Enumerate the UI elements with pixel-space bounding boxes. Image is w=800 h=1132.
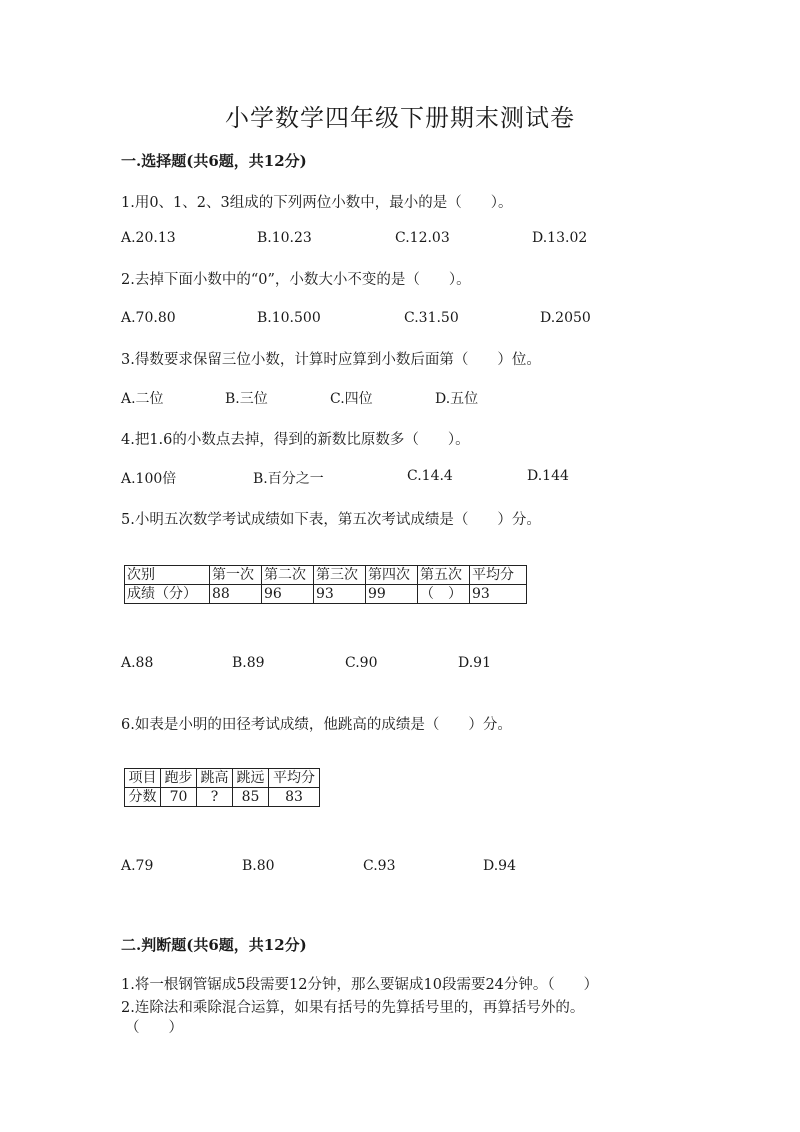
question-5-option-b[interactable]: B.89	[232, 655, 265, 671]
table-cell: 项目	[125, 769, 161, 788]
table-cell: （ ）	[418, 585, 470, 604]
table-cell: 第四次	[366, 566, 418, 585]
table-cell: 第三次	[314, 566, 366, 585]
table-cell: 平均分	[470, 566, 527, 585]
table-cell: 分数	[125, 788, 161, 807]
question-4-option-a[interactable]: A.100倍	[121, 471, 177, 487]
question-6-option-b[interactable]: B.80	[242, 858, 275, 874]
table-row	[125, 788, 320, 807]
table-cell: 99	[366, 585, 418, 604]
question-4-stem: 4.把1.6的小数点去掉，得到的新数比原数多（ ）。	[121, 432, 470, 448]
question-1-option-b[interactable]: B.10.23	[257, 230, 312, 246]
table-row	[125, 585, 527, 604]
question-4-option-d[interactable]: D.144	[527, 468, 569, 484]
question-5-stem: 5.小明五次数学考试成绩如下表，第五次考试成绩是（ ）分。	[121, 512, 541, 528]
judge-question-2: 2.连除法和乘除混合运算，如果有括号的先算括号里的，再算括号外的。	[121, 1000, 585, 1016]
table-cell: ?	[197, 788, 233, 807]
section-heading-judge: 二.判断题(共6题，共12分)	[121, 936, 307, 954]
question-6-option-c[interactable]: C.93	[363, 858, 396, 874]
table-header-row	[125, 566, 527, 585]
question-3-option-b[interactable]: B.三位	[225, 391, 268, 407]
question-2-option-b[interactable]: B.10.500	[257, 310, 321, 326]
question-1-option-c[interactable]: C.12.03	[395, 230, 450, 246]
question-6-stem: 6.如表是小明的田径考试成绩，他跳高的成绩是（ ）分。	[121, 717, 512, 733]
table-cell: 跳高	[197, 769, 233, 788]
section-heading-choice: 一.选择题(共6题，共12分)	[121, 152, 307, 170]
table-cell: 平均分	[269, 769, 320, 788]
question-3-option-a[interactable]: A.二位	[121, 391, 164, 407]
question-4-option-b[interactable]: B.百分之一	[253, 471, 324, 487]
question-2-option-c[interactable]: C.31.50	[404, 310, 459, 326]
question-1-option-a[interactable]: A.20.13	[121, 230, 176, 246]
score-table-5	[124, 565, 527, 604]
question-2-option-d[interactable]: D.2050	[540, 310, 591, 326]
table-cell: 第二次	[262, 566, 314, 585]
page-title: 小学数学四年级下册期末测试卷	[225, 104, 575, 132]
table-cell: 成绩（分）	[125, 585, 210, 604]
table-cell: 跑步	[161, 769, 197, 788]
question-3-option-d[interactable]: D.五位	[435, 391, 479, 407]
question-1-stem: 1.用0、1、2、3组成的下列两位小数中，最小的是（ ）。	[121, 195, 513, 211]
table-cell: 85	[233, 788, 269, 807]
judge-question-1: 1.将一根钢管锯成5段需要12分钟，那么要锯成10段需要24分钟。（ ）	[121, 977, 599, 993]
question-5-option-d[interactable]: D.91	[458, 655, 491, 671]
table-cell: 88	[210, 585, 262, 604]
question-5-option-c[interactable]: C.90	[345, 655, 378, 671]
table-cell: 第一次	[210, 566, 262, 585]
score-table-6	[124, 768, 320, 807]
question-3-stem: 3.得数要求保留三位小数，计算时应算到小数后面第（ ）位。	[121, 352, 541, 368]
table-cell: 第五次	[418, 566, 470, 585]
question-2-option-a[interactable]: A.70.80	[121, 310, 176, 326]
table-cell: 96	[262, 585, 314, 604]
table-cell: 93	[470, 585, 527, 604]
table-cell: 次别	[125, 566, 210, 585]
table-cell: 70	[161, 788, 197, 807]
question-4-option-c[interactable]: C.14.4	[407, 468, 453, 484]
question-1-option-d[interactable]: D.13.02	[532, 230, 588, 246]
table-cell: 83	[269, 788, 320, 807]
question-6-option-d[interactable]: D.94	[483, 858, 516, 874]
table-cell: 跳远	[233, 769, 269, 788]
question-3-option-c[interactable]: C.四位	[330, 391, 373, 407]
question-6-option-a[interactable]: A.79	[121, 858, 154, 874]
table-cell: 93	[314, 585, 366, 604]
table-header-row	[125, 769, 320, 788]
question-2-stem: 2.去掉下面小数中的“0”，小数大小不变的是（ ）。	[121, 272, 471, 288]
question-5-option-a[interactable]: A.88	[121, 655, 154, 671]
judge-question-2-paren: （ ）	[125, 1020, 183, 1036]
